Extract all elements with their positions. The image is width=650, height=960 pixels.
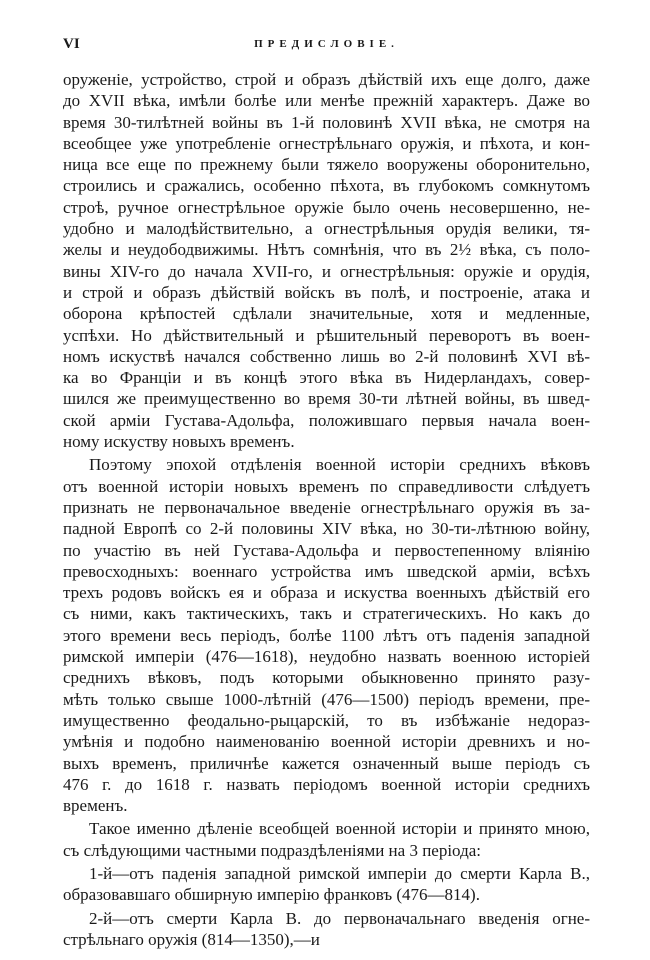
page-body (63, 69, 590, 952)
text-line: по участію въ ней Густава-Адольфа и первостепенному вліянію (63, 540, 590, 560)
text-line: 2-й—отъ смерти Карла В. до первоначальнаго введенія огне- (89, 908, 590, 928)
text-line: номъ искуствѣ начался собственно лишь во 2-й половинѣ XVI вѣ- (63, 346, 590, 366)
text-line: 1-й—отъ паденія западной римской имперіи до смерти Карла В., (89, 863, 590, 883)
text-line: римской имперіи (476—1618), неудобно назвать военною исторіей (63, 647, 590, 667)
paragraph (63, 818, 590, 861)
text-line: строѣ, ручное огнестрѣльное оружіе было очень несовершенно, не- (63, 197, 590, 217)
text-line: Поэтому эпохой отдѣленія военной исторіи среднихъ вѣковъ (89, 455, 590, 475)
text-line: до XVII вѣка, имѣли болѣе или менѣе прежній характеръ. Даже во (63, 91, 590, 111)
text-line: 476 г. до 1618 г. назвать періодомъ военной исторіи среднихъ (63, 774, 590, 794)
paragraph (63, 69, 590, 452)
text-line: образовавшаго обширную имперію франковъ (476—814). (63, 885, 480, 905)
text-line: мѣть только свыше 1000-лѣтній (476—1500) періодъ времени, пре- (63, 689, 590, 709)
text-line: ному искуству новыхъ временъ. (63, 432, 295, 452)
text-line: успѣхи. Но дѣйствительный и рѣшительный переворотъ въ воен- (63, 325, 590, 345)
text-line: оруженіе, устройство, строй и образъ дѣйствій ихъ еще долго, даже (63, 70, 590, 89)
text-line: признать не первоначальное введеніе огнестрѣльнаго оружія въ за- (63, 497, 590, 517)
text-line: временъ. (63, 796, 128, 816)
paragraph (63, 454, 590, 816)
text-line: среднихъ вѣковъ, подъ которыми обыкновенно принято разу- (63, 668, 590, 688)
text-line: превосходныхъ: военнаго устройства имъ шведской арміи, всѣхъ (63, 561, 590, 581)
text-line: этого времени весь періодъ, болѣе 1100 лѣтъ отъ паденія западной (63, 625, 590, 645)
page-number: VI (63, 36, 80, 52)
text-line: ница все еще по прежнему были тяжело вооружены оборонительно, (63, 155, 590, 175)
page-header (63, 36, 590, 56)
text-line: строились и сражались, особенно пѣхота, въ глубокомъ сомкнутомъ (63, 176, 590, 196)
paragraph (63, 908, 590, 951)
text-line: и строй и образъ дѣйствій войскъ въ полѣ, и построеніе, атака и (63, 282, 590, 302)
text-line: падной Европѣ со 2-й половины XIV вѣка, но 30-ти-лѣтнюю войну, (63, 519, 590, 539)
text-line: всеобщее уже употребленіе огнестрѣльнаго оружія, и пѣхота, и кон- (63, 133, 590, 153)
text-line: имущественно феодально-рыцарскій, то въ избѣжаніе недораз- (63, 710, 590, 730)
text-line: стрѣльнаго оружія (814—1350),—и (63, 929, 320, 949)
text-line: удобно и малодѣйствительно, а огнестрѣльныя орудія велики, тя- (63, 219, 590, 239)
text-line: оборона крѣпостей сдѣлали значительные, хотя и медленные, (63, 304, 590, 324)
text-line: желы и неудободвижимы. Нѣтъ сомнѣнія, что въ 2½ вѣка, съ поло- (63, 240, 590, 260)
text-line: съ слѣдующими частными подраздѣленіями на 3 періода: (63, 840, 481, 860)
text-line: отъ военной исторіи новыхъ временъ по справедливости слѣдуетъ (63, 476, 590, 496)
running-title: ПРЕДИСЛОВІЕ. (254, 38, 399, 50)
paragraph (63, 863, 590, 906)
text-line: шился же преимущественно во время 30-ти лѣтней войны, въ швед- (63, 389, 590, 409)
text-line: вины XIV-го до начала XVII-го, и огнестрѣльныя: оружіе и орудія, (63, 261, 590, 281)
text-line: трехъ родовъ войскъ ея и образа и искуства военныхъ дѣйствій его (63, 583, 590, 603)
text-line: съ ними, какъ тактическихъ, такъ и стратегическихъ. Но какъ до (63, 604, 590, 624)
text-line: умѣнія и подобно наименованію военной исторіи древнихъ и но- (63, 732, 590, 752)
text-line: ка во Франціи и въ концѣ этого вѣка въ Нидерландахъ, совер- (63, 368, 590, 388)
text-line: время 30-тилѣтней войны въ 1-й половинѣ XVII вѣка, не смотря на (63, 112, 590, 132)
text-line: ской арміи Густава-Адольфа, положившаго первыя начала воен- (63, 410, 590, 430)
text-line: выхъ временъ, приличнѣе кажется означенный выше періодъ съ (63, 753, 590, 773)
text-line: Такое именно дѣленіе всеобщей военной исторіи и принято мною, (89, 819, 590, 839)
